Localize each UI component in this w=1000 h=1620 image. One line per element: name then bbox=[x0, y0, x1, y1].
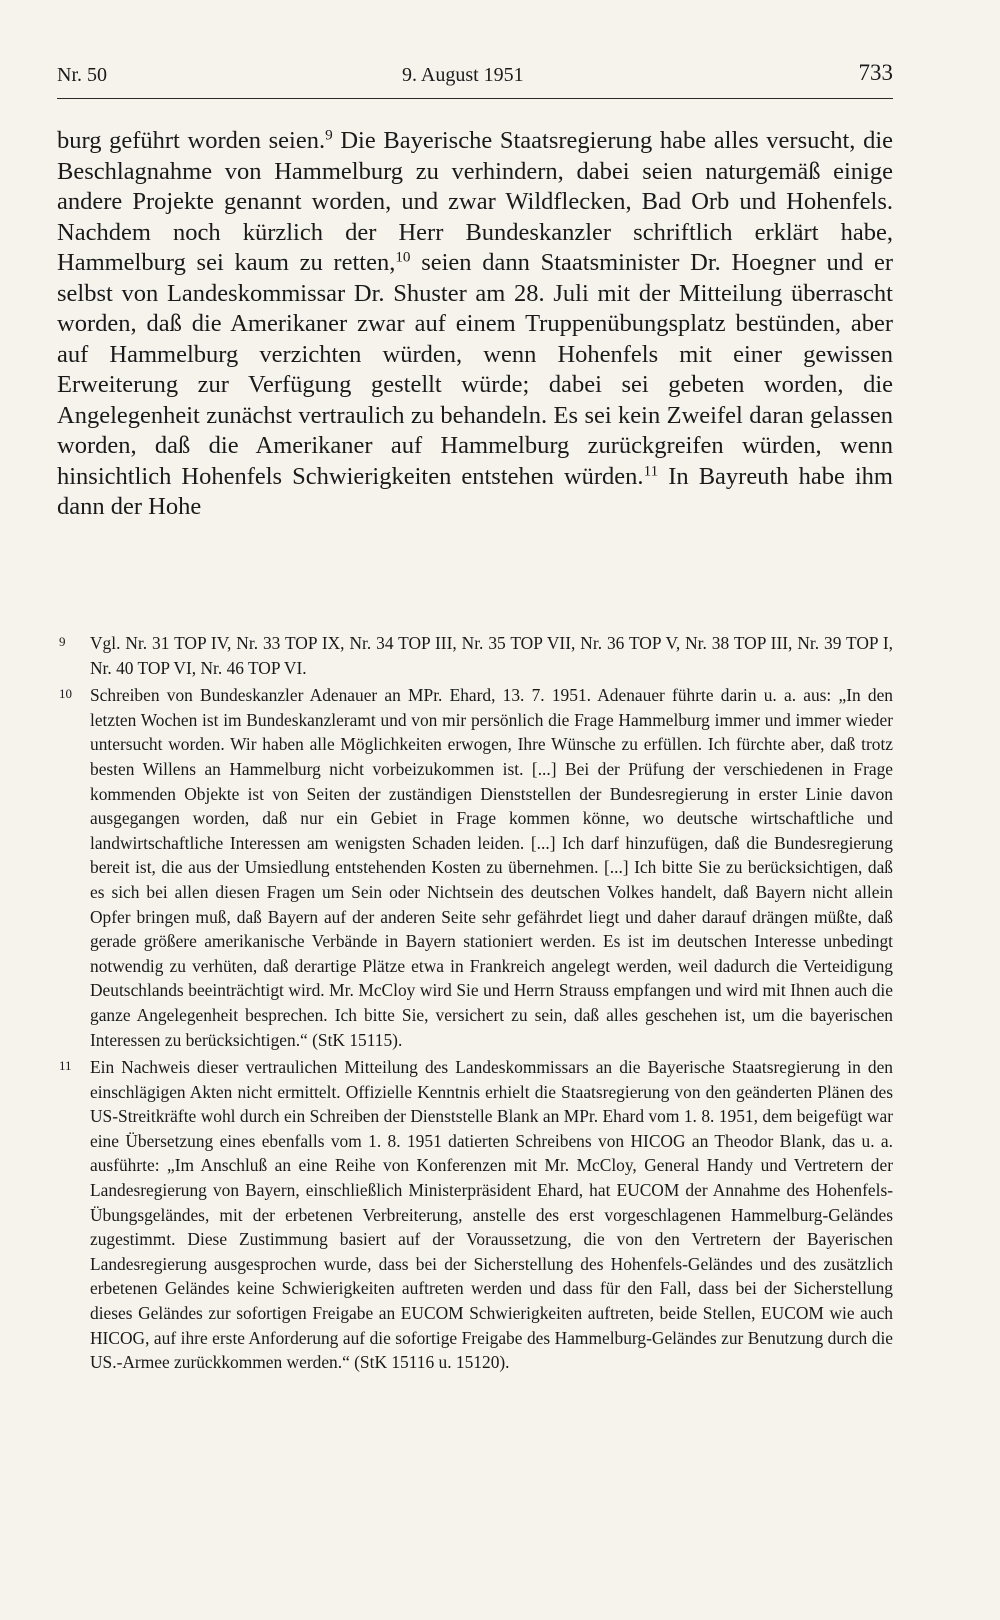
footnote-text: Ein Nachweis dieser vertraulichen Mitteilung des Landeskommissars an die Bayerische Staatsregierung in den einschlägigen Akten nicht ermittelt. Offizielle Kenntnis erhielt die Staatsregierung von den geänderten Plänen des US-Streitkräfte wohl durch ein Schreiben der Dienststelle Blank an MPr. Ehard vom 1. 8. 1951, dem beigefügt war eine Übersetzung eines ebenfalls vom 1. 8. 1951 datierten Schreibens von HICOG an Theodor Blank, das u. a. ausführte: „Im Anschluß an eine Reihe von Konferenzen mit Mr. McCloy, General Handy und Vertretern der Landesregierung von Bayern, einschließlich Ministerpräsident Ehard, hat EUCOM der Annahme des Hohenfels-Übungsgeländes, mit der erbetenen Verbreiterung, anstelle des erst vorgeschlagenen Hammelburg-Geländes zugestimmt. Diese Zustimmung basiert auf der Voraussetzung, die von den Vertretern der Bayerischen Landesregierung ausgesprochen wurde, dass bei der Sicherstellung des Hohenfels-Geländes und des zusätzlich erbetenen Geländes keine Schwierigkeiten auftreten werden und dass für den Fall, dass bei der Sicherstellung dieses Geländes zur sofortigen Freigabe an EUCOM Schwierigkeiten auftreten, beide Stellen, EUCOM wie auch HICOG, auf ihre erste Anforderung auf die sofortige Freigabe des Hammelburg-Geländes zur Benutzung durch die US.-Armee zurückkommen werden.“ (StK 15116 u. 15120). bbox=[90, 1057, 893, 1373]
text-segment: seien dann Staatsminister Dr. Hoegner und er selbst von Landeskommissar Dr. Shuster am 28. Juli mit der Mitteilung überrascht worden, daß die Amerikaner zwar auf einem Truppenübungsplatz bestünden, aber auf Hammelburg verzichten würden, wenn Hohenfels mit einer gewissen Erweiterung zur Verfügung gestellt würde; dabei sei gebeten worden, die Angelegenheit zunächst vertraulich zu behandeln. Es sei kein Zweifel daran gelassen worden, daß die Amerikaner auf Hammelburg zurückgreifen würden, wenn hinsichtlich Hohenfels Schwierigkeiten entstehen würden. bbox=[57, 249, 893, 490]
document-number: Nr. 50 bbox=[57, 64, 107, 86]
footnote-number: 9 bbox=[59, 634, 66, 649]
footnote-11 bbox=[57, 1055, 893, 1375]
text-segment: burg geführt worden seien. bbox=[57, 127, 326, 154]
footnote-number: 10 bbox=[59, 686, 72, 702]
footnote-text: Vgl. Nr. 31 TOP IV, Nr. 33 TOP IX, Nr. 34 TOP III, Nr. 35 TOP VII, Nr. 36 TOP V, Nr. 38 TOP III, Nr. 39 TOP I, Nr. 40 TOP VI, Nr. 46 TOP VI. bbox=[90, 633, 893, 678]
footnote-ref-9: 9 bbox=[325, 126, 333, 144]
main-text bbox=[57, 126, 893, 523]
footnote-10 bbox=[57, 683, 893, 1052]
page-header bbox=[57, 60, 893, 99]
text-segment: Die Bayerische Staatsregierung habe alles versucht, die Beschlagnahme von Hammelburg zu verhindern, dabei seien naturgemäß einige andere Projekte genannt worden, und zwar Wildflecken, Bad Orb und Hohenfels. Nachdem noch kürzlich der Herr Bundeskanzler schriftlich erklärt habe, Hammelburg sei kaum zu retten, bbox=[57, 127, 894, 276]
document-date: 9. August 1951 bbox=[402, 64, 524, 86]
footnote-ref-11: 11 bbox=[643, 462, 659, 480]
footnotes bbox=[57, 631, 893, 1378]
main-paragraph bbox=[57, 126, 893, 523]
footnote-text: Schreiben von Bundeskanzler Adenauer an MPr. Ehard, 13. 7. 1951. Adenauer führte darin u. a. aus: „In den letzten Wochen ist im Bundeskanzleramt und von mir persönlich die Frage Hammelburg immer und immer wieder untersucht worden. Wir haben alle Möglichkeiten erwogen, Ihre Wünsche zu erfüllen. Ich fürchte aber, daß trotz besten Willens an Hammelburg nicht vorbeizukommen ist. [...] Bei der Prüfung der verschiedenen in Frage kommenden Objekte ist von Seiten der zuständigen Dienststellen der Bundesregierung in erster Linie davon ausgegangen worden, daß nur ein Gebiet in Frage kommen könne, wo deutsche wirtschaftliche und landwirtschaftliche Interessen am wenigsten Schaden leiden. [...] Ich darf hinzufügen, daß die Bundesregierung bereit ist, die aus der Umsiedlung entstehenden Kosten zu übernehmen. [...] Ich bitte Sie zu berücksichtigen, daß es sich bei allen diesen Fragen um Sein oder Nichtsein des deutschen Volkes handelt, daß Bayern nicht allein Opfer bringen muß, daß Bayern auf der anderen Seite sehr gefährdet liegt und daher darauf drängen müßte, daß gerade größere amerikanische Verbände in Bayern stationiert werden. Es ist im deutschen Interesse unbedingt notwendig zu verhüten, daß derartige Plätze etwa in Frankreich angelegt werden, weil dadurch die Verteidigung Deutschlands beeinträchtigt wird. Mr. McCloy wird Sie und Herrn Strauss empfangen und wird mit Ihnen auch die ganze Angelegenheit besprechen. Ich bitte Sie, versichert zu sein, daß alles geschehen ist, um die bayerischen Interessen zu berücksichtigen.“ (StK 15115). bbox=[90, 685, 893, 1050]
footnote-number: 11 bbox=[59, 1058, 72, 1074]
footnote-9 bbox=[57, 631, 893, 680]
text-segment: In Bayreuth habe ihm dann der Hohe bbox=[57, 462, 893, 520]
page-number: 733 bbox=[858, 60, 893, 85]
footnote-ref-10: 10 bbox=[395, 248, 411, 266]
